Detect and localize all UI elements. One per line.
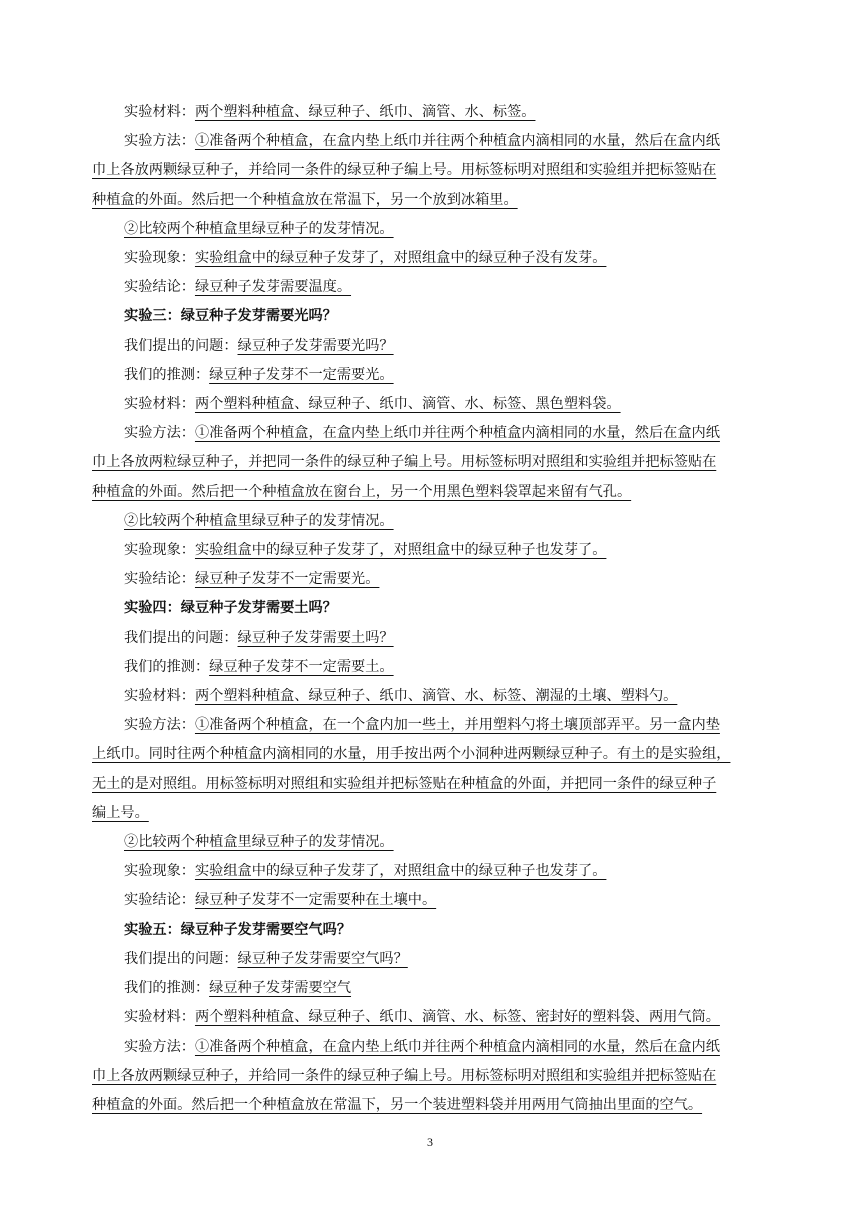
section-heading: 实验三：绿豆种子发芽需要光吗？ [124, 308, 337, 325]
text-line: 我们提出的问题：绿豆种子发芽需要土吗？ [124, 629, 394, 646]
text-line: 我们提出的问题：绿豆种子发芽需要光吗？ [124, 337, 394, 354]
text-line: 实验材料：两个塑料种植盒、绿豆种子、纸巾、滴管、水、标签、潮湿的土壤、塑料勺。 [124, 688, 678, 705]
section-heading: 实验五：绿豆种子发芽需要空气吗？ [124, 921, 352, 938]
text-line: 实验方法：①准备两个种植盒，在一个盒内加一些土，并用塑料勺将土壤顶部弄平。另一盒内垫 [124, 717, 720, 734]
text-line: 实验结论：绿豆种子发芽需要温度。 [124, 279, 352, 296]
text-line: 种植盒的外面。然后把一个种植盒放在常温下，另一个放到冰箱里。 [92, 191, 518, 208]
text-line: 我们的推测：绿豆种子发芽需要空气 [124, 980, 352, 997]
text-line: 实验结论：绿豆种子发芽不一定需要种在土壤中。 [124, 892, 437, 909]
text-line: 种植盒的外面。然后把一个种植盒放在常温下，另一个装进塑料袋并用两用气筒抽出里面的空气。 [92, 1096, 703, 1113]
text-line: 种植盒的外面。然后把一个种植盒放在窗台上，另一个用黑色塑料袋罩起来留有气孔。 [92, 483, 632, 500]
document-body [92, 98, 768, 1120]
text-line: ②比较两个种植盒里绿豆种子的发芽情况。 [124, 512, 394, 529]
text-line: 实验现象：实验组盒中的绿豆种子发芽了，对照组盒中的绿豆种子也发芽了。 [124, 542, 607, 559]
text-line: 我们的推测：绿豆种子发芽不一定需要土。 [124, 658, 394, 675]
text-line: 我们提出的问题：绿豆种子发芽需要空气吗？ [124, 950, 408, 967]
text-line: ②比较两个种植盒里绿豆种子的发芽情况。 [124, 834, 394, 851]
text-line: 我们的推测：绿豆种子发芽不一定需要光。 [124, 366, 394, 383]
text-line: 编上号。 [92, 804, 149, 821]
text-line: 实验材料：两个塑料种植盒、绿豆种子、纸巾、滴管、水、标签、黑色塑料袋。 [124, 396, 621, 413]
section-heading: 实验四：绿豆种子发芽需要土吗？ [124, 600, 337, 617]
text-line: 实验方法：①准备两个种植盒，在盒内垫上纸巾并往两个种植盒内滴相同的水量，然后在盒内纸 [124, 1038, 720, 1055]
text-line: 巾上各放两颗绿豆种子，并给同一条件的绿豆种子编上号。用标签标明对照组和实验组并把标签贴在 [92, 162, 717, 179]
text-line: 无土的是对照组。用标签标明对照组和实验组并把标签贴在种植盒的外面，并把同一条件的绿豆种子 [92, 775, 717, 792]
text-line: 上纸巾。同时往两个种植盒内滴相同的水量，用手按出两个小洞种进两颗绿豆种子。有土的是实验组， [92, 746, 731, 763]
text-line: 实验材料：两个塑料种植盒、绿豆种子、纸巾、滴管、水、标签。 [124, 104, 536, 120]
text-line: 巾上各放两粒绿豆种子，并把同一条件的绿豆种子编上号。用标签标明对照组和实验组并把标签贴在 [92, 454, 717, 471]
text-line: 实验现象：实验组盒中的绿豆种子发芽了，对照组盒中的绿豆种子没有发芽。 [124, 250, 607, 267]
text-line: ②比较两个种植盒里绿豆种子的发芽情况。 [124, 220, 394, 237]
text-line: 实验方法：①准备两个种植盒，在盒内垫上纸巾并往两个种植盒内滴相同的水量，然后在盒内纸 [124, 133, 720, 150]
text-line: 实验现象：实验组盒中的绿豆种子发芽了，对照组盒中的绿豆种子也发芽了。 [124, 863, 607, 880]
text-line: 实验结论：绿豆种子发芽不一定需要光。 [124, 571, 380, 588]
page-number: 3 [427, 1135, 433, 1149]
text-line: 巾上各放两颗绿豆种子，并给同一条件的绿豆种子编上号。用标签标明对照组和实验组并把标签贴在 [92, 1067, 717, 1084]
text-line: 实验方法：①准备两个种植盒，在盒内垫上纸巾并往两个种植盒内滴相同的水量，然后在盒内纸 [124, 425, 720, 442]
text-line: 实验材料：两个塑料种植盒、绿豆种子、纸巾、滴管、水、标签、密封好的塑料袋、两用气筒。 [124, 1009, 720, 1026]
